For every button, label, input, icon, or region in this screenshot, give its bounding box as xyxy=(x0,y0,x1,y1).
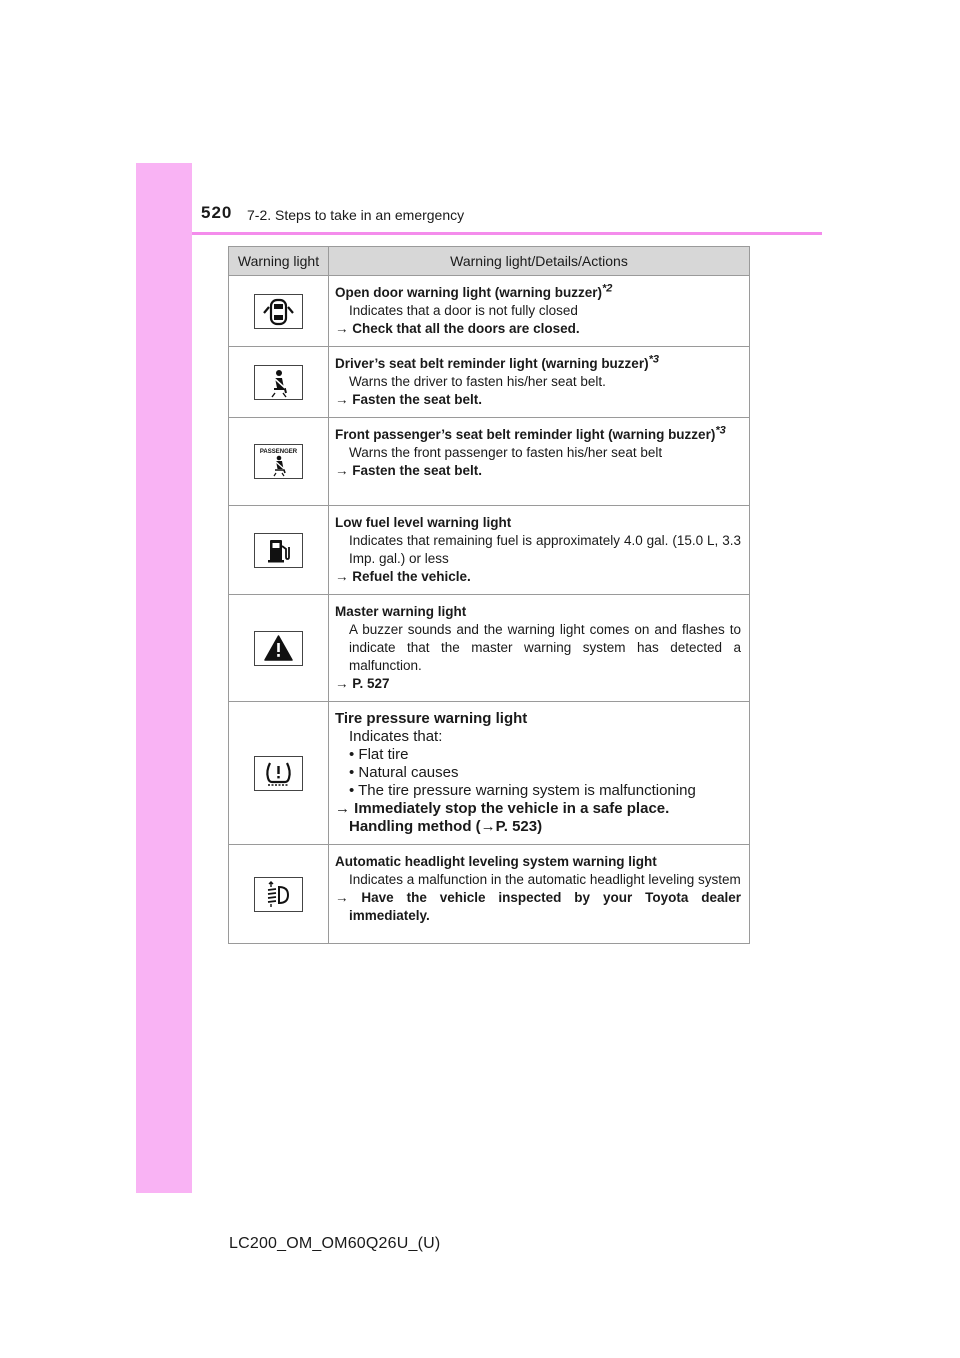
warning-action: → Check that all the doors are closed. xyxy=(335,321,580,336)
icon-cell xyxy=(229,276,329,347)
page-number: 520 xyxy=(201,203,233,222)
warning-action-continued: immediately. xyxy=(349,908,430,923)
detail-cell xyxy=(329,595,750,702)
warning-title: Automatic headlight leveling system warning light xyxy=(335,854,657,869)
tire-pressure-icon xyxy=(254,756,303,791)
detail-cell xyxy=(329,347,750,418)
detail-cell xyxy=(329,702,750,845)
document-code-footer: LC200_OM_OM60Q26U_(U) xyxy=(229,1235,441,1252)
warning-action: → Fasten the seat belt. xyxy=(335,392,483,407)
master-warning-icon xyxy=(254,631,303,666)
column-header-warning-light: Warning light xyxy=(229,247,329,276)
icon-cell xyxy=(229,347,329,418)
warning-action: → Refuel the vehicle. xyxy=(335,569,471,584)
warning-detail: A buzzer sounds and the warning light comes on and flashes to indicate that the master warning system has detected a malfunction. xyxy=(349,622,741,673)
icon-cell xyxy=(229,702,329,845)
icon-cell xyxy=(229,595,329,702)
detail-cell xyxy=(329,506,750,595)
passenger-icon-label: PASSENGER xyxy=(259,449,298,455)
warning-detail: Warns the front passenger to fasten his/her seat belt xyxy=(349,445,663,460)
warning-action-continued: Handling method (→P. 523) xyxy=(349,818,543,835)
fuel-pump-icon xyxy=(254,533,303,568)
warning-title: Open door warning light (warning buzzer)$^{*2}$ xyxy=(335,282,613,300)
warning-title: Low fuel level warning light xyxy=(335,515,512,530)
column-header-details: Warning light/Details/Actions xyxy=(329,247,750,276)
headlight-leveling-icon xyxy=(254,877,303,912)
detail-cell xyxy=(329,276,750,347)
warning-title: Master warning light xyxy=(335,604,467,619)
warning-detail: Warns the driver to fasten his/her seat belt. xyxy=(349,374,606,389)
icon-cell xyxy=(229,506,329,595)
warning-detail: Indicates that: xyxy=(349,728,443,745)
warning-detail: Indicates that a door is not fully closed xyxy=(349,303,578,318)
list-item: • Flat tire xyxy=(349,746,409,763)
icon-cell xyxy=(229,845,329,944)
warning-action: → Fasten the seat belt. xyxy=(335,463,483,478)
icon-cell xyxy=(229,418,329,506)
chapter-side-tab xyxy=(136,163,192,1193)
detail-cell xyxy=(329,845,750,944)
warning-action: → Immediately stop the vehicle in a safe place. xyxy=(335,800,670,817)
warning-title: Front passenger’s seat belt reminder light (warning buzzer)$^{*3}$ xyxy=(335,424,726,442)
header-rule xyxy=(192,232,822,235)
section-title: 7-2. Steps to take in an emergency xyxy=(247,207,465,223)
warning-action: → P. 527 xyxy=(335,676,390,691)
open-door-icon xyxy=(254,294,303,329)
warning-light-table xyxy=(228,246,750,944)
warning-detail: Indicates a malfunction in the automatic headlight leveling system xyxy=(349,872,741,887)
table-row xyxy=(229,845,750,944)
warning-title: Tire pressure warning light xyxy=(335,710,528,727)
seat-belt-icon xyxy=(254,365,303,400)
table-row xyxy=(229,595,750,702)
warning-title: Driver’s seat belt reminder light (warning buzzer)$^{*3}$ xyxy=(335,353,659,371)
table-row xyxy=(229,418,750,506)
detail-cell xyxy=(329,418,750,506)
passenger-seat-belt-icon xyxy=(254,444,303,479)
table-row xyxy=(229,276,750,347)
table-header-row xyxy=(229,247,750,276)
table-row xyxy=(229,506,750,595)
table-row xyxy=(229,347,750,418)
table-row xyxy=(229,702,750,845)
list-item: • The tire pressure warning system is malfunctioning xyxy=(349,782,696,799)
warning-detail: Indicates that remaining fuel is approximately 4.0 gal. (15.0 L, 3.3 Imp. gal.) or less xyxy=(349,533,741,566)
list-item: • Natural causes xyxy=(349,764,459,781)
warning-action: → Have the vehicle inspected by your Toyota dealer xyxy=(335,890,741,905)
